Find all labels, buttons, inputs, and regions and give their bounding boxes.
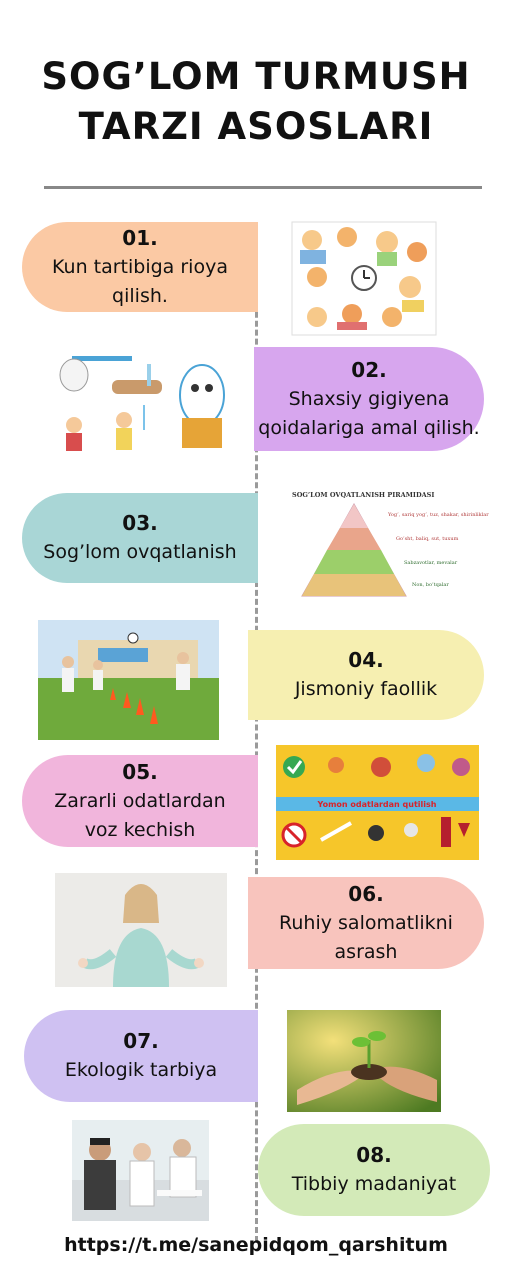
title-divider [44,186,482,189]
personal-hygiene-illustration [52,350,232,462]
item-label-line: Sog’lom ovqatlanish [43,541,237,563]
item-number: 05. [122,759,158,784]
title-line-2: TARZI ASOSLARI [78,105,434,148]
item-03-pill [22,493,258,583]
item-01-pill [22,222,258,312]
item-number: 06. [348,881,384,906]
item-label-line: Ruhiy salomatlikni [279,911,453,934]
item-label-line: Shaxsiy gigiyena [288,387,450,410]
item-number: 03. [122,511,158,535]
item-05-pill [22,755,258,847]
pyramid-level-3: Sabzavotlar, mevalar [404,560,458,566]
item-08-pill [258,1124,490,1216]
telegram-link[interactable]: https://t.me/sanepidqom_qarshitum [64,1234,448,1256]
item-number: 04. [348,648,384,672]
item-label-line: Zararli odatlardan [54,789,226,812]
pyramid-heading: SOG’LOM OVQATLANISH PIRAMIDASI [292,491,435,499]
item-06-pill [248,877,484,969]
habits-banner-text: Yomon odatlardan qutilish [317,800,437,809]
plant-in-hands-photo [287,1010,441,1112]
item-label-line: voz kechish [84,818,196,841]
food-pyramid-illustration [284,486,489,604]
medical-consultation-photo [72,1120,209,1221]
item-04-pill [248,630,484,720]
item-label-line: asrash [334,940,398,963]
pyramid-level-4: Non, bo’tqalar [412,582,449,588]
item-number: 01. [122,225,158,250]
item-number: 07. [123,1029,159,1053]
item-label-line: Ekologik tarbiya [64,1059,218,1081]
daily-routine-illustration [292,222,436,335]
meditation-photo [55,873,227,987]
pyramid-level-2: Go’sht, baliq, sut, tuxum [396,536,459,542]
item-label-line: Jismoniy faollik [294,678,438,700]
item-label-line: qilish. [112,284,168,307]
item-label-line: qoidalariga amal qilish. [258,416,480,439]
pyramid-level-1: Yog’, sariq yog’, tuz, shakar, shirinliklar [388,512,489,518]
item-07-pill [24,1010,258,1102]
title-line-1: SOG’LOM TURMUSH [41,55,471,98]
item-number: 08. [356,1143,392,1167]
item-label-line: Tibbiy madaniyat [291,1173,457,1195]
football-training-photo [38,620,219,740]
page-title [0,52,512,152]
bad-habits-illustration [276,745,479,860]
item-02-pill [254,347,484,451]
item-label-line: Kun tartibiga rioya [52,255,228,278]
item-number: 02. [351,357,387,382]
